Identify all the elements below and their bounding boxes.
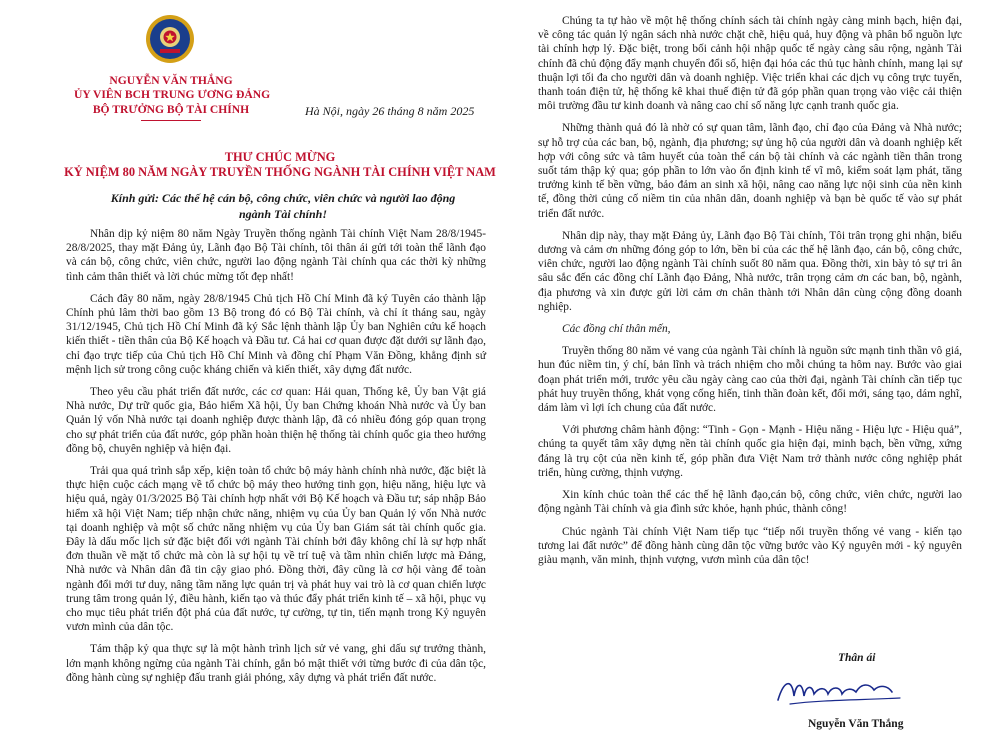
body-paragraph: Những thành quả đó là nhờ có sự quan tâm, lãnh đạo, chỉ đạo của Đảng và Nhà nước; sự hỗ trợ của các ban, bộ, ngành, địa phương; sự ủng hộ của người dân và doanh nghiệp kết hợp với công sức và tâm huyết của toàn thể cán bộ tài chính và các ngành tiền thân trong suốt tám thập kỷ qua; góp phần to lớn vào ổn định kinh tế vĩ mô, kiểm soát lạm phát, tăng trưởng kinh tế bền vững, bảo đảm an sinh xã hội, nâng cao năng lực nội sinh của nền kinh tế, đồng thời củng cố niềm tin của nhân dân, doanh nghiệp và bạn bè quốc tế vào sự phát triển đất nước. [538, 122, 962, 220]
body-paragraph: Truyền thống 80 năm vẻ vang của ngành Tài chính là nguồn sức mạnh tinh thần vô giá, hun đúc niềm tin, ý chí, bản lĩnh và trách nhiệm cho mỗi chúng ta hôm nay. Bước vào giai đoạn phát triển mới, trước yêu cầu ngày càng cao của thời đại, ngành Tài chính cần tiếp tục phát huy truyền thống, khát vọng cống hiến, tinh thần đoàn kết, đổi mới, sáng tạo, dám nghĩ, dám làm vì lợi ích chung của đất nước. [538, 345, 962, 415]
greeting [98, 191, 468, 222]
handwritten-signature-icon [770, 670, 910, 710]
ministry-of-finance-emblem-icon [145, 14, 195, 64]
body-paragraph: Xin kính chúc toàn thể các thế hệ lãnh đạo,cán bộ, công chức, viên chức, người lao động ngành Tài chính và gia đình sức khỏe, hạnh phúc, thành công! [538, 489, 962, 516]
sender-position-minister: BỘ TRƯỞNG BỘ TÀI CHÍNH [92, 102, 250, 116]
body-paragraph: Tám thập kỷ qua thực sự là một hành trình lịch sử vẻ vang, ghi dấu sự trưởng thành, lớn mạnh không ngừng của ngành Tài chính, gắn bó mật thiết với từng bước đi của dân tộc, đồng hành cùng sự nghiệp đấu tranh giải phóng, xây dựng và phát triển đất nước. [66, 643, 486, 684]
greeting-line-2: ngành Tài chính! [238, 206, 328, 221]
salutation: Các đồng chí thân mến, [562, 323, 671, 336]
sender-divider [141, 120, 201, 121]
body-paragraph: Trải qua quá trình sắp xếp, kiện toàn tổ chức bộ máy hành chính nhà nước, đặc biệt là thực hiện cuộc cách mạng về tổ chức bộ máy theo hướng tinh gọn, hiệu năng, hiệu lực và hiệu quả, ngày 01/3/2025 Bộ Tài chính hợp nhất với Bộ Kế hoạch và Đầu tư; sáp nhập Bảo hiểm xã hội Việt Nam; tiếp nhận chức năng, nhiệm vụ của Ủy ban Quản lý vốn Nhà nước tại doanh nghiệp và một số chức năng nhiệm vụ của Ủy ban Giám sát tài chính quốc gia. Đây là dấu mốc lịch sử đặc biệt đối với ngành Tài chính bởi đây không chỉ là sự hợp nhất đơn thuần về mặt tổ chức mà còn là sự hội tụ về trí tuệ và tầm nhìn chiến lược mà Đảng, Nhà nước và Nhân dân đã tin cậy giao phó. Đồng thời, đây cũng là cơ hội vàng để toàn ngành đổi mới tư duy, nâng tầm năng lực quản trị và phát huy vai trò là cơ quan chiến lược trung tâm trong quản lý, điều hành, kiến tạo và thúc đẩy phát triển kinh tế – xã hội, phục vụ cho mục tiêu phát triển đột phá của đất nước, tự cường, tự tin, tiến mạnh trong Kỷ nguyên vươn mình của dân tộc. [66, 465, 486, 634]
body-paragraph: Nhân dịp kỷ niệm 80 năm Ngày Truyền thống ngành Tài chính Việt Nam 28/8/1945-28/8/2025, thay mặt Đảng ủy, Lãnh đạo Bộ Tài chính, tôi thân ái gửi tới toàn thể lãnh đạo và cán bộ, công chức, viên chức, người lao động ngành Tài chính qua các thời kỳ những tình cảm thân thiết và lời chúc mừng tốt đẹp nhất! [66, 228, 486, 283]
body-paragraph: Theo yêu cầu phát triển đất nước, các cơ quan: Hải quan, Thống kê, Ủy ban Vật giá Nhà nước, Dự trữ quốc gia, Bảo hiểm Xã hội, Ủy ban Chứng khoán Nhà nước và Ủy ban Quản lý vốn Nhà nước tại doanh nghiệp được thành lập, đã có nhiều đóng góp quan trọng cho sự phát triển của đất nước, góp phần hoàn thiện hệ thống tài chính quốc gia theo hướng đồng bộ, chuyên nghiệp và hiện đại. [66, 386, 486, 455]
sender-position-party: ỦY VIÊN BCH TRUNG ƯƠNG ĐẢNG [74, 88, 271, 102]
right-column [538, 14, 962, 575]
signer-name: Nguyễn Văn Thắng [808, 718, 904, 730]
left-column [66, 227, 486, 693]
greeting-line-1: Kính gửi: Các thế hệ cán bộ, công chức, viên chức và người lao động [110, 191, 456, 205]
body-paragraph: Chúng ta tự hào về một hệ thống chính sách tài chính ngày càng minh bạch, hiện đại, về công tác quản lý ngân sách nhà nước chặt chẽ, hiệu quả, huy động và phân bổ nguồn lực tài chính hợp lý. Đặc biệt, trong bối cảnh hội nhập quốc tế ngày càng sâu rộng, ngành Tài chính đã chủ động đẩy mạnh chuyển đổi số, hiện đại hóa các thủ tục hành chính, mang lại sự thuận lợi tối đa cho người dân và doanh nghiệp. Việc triển khai các dịch vụ công trực tuyến, thanh toán điện tử, hệ thống kê khai thuế điện tử đã góp phần quan trọng vào việc cải thiện môi trường đầu tư kinh doanh và nâng cao chỉ số năng lực cạnh tranh quốc gia. [538, 15, 962, 113]
sender-name: NGUYỄN VĂN THẮNG [109, 74, 233, 87]
body-paragraph: Với phương châm hành động: “Tinh - Gọn - Mạnh - Hiệu năng - Hiệu lực - Hiệu quả”, chúng ta quyết tâm xây dựng nền tài chính quốc gia hiện đại, minh bạch, bền vững, xứng đáng là trụ cột của nền kinh tế, góp phần đưa Việt Nam trở thành nước công nghiệp phát triển, hùng cường, thịnh vượng. [538, 424, 962, 479]
title-line-2: KỶ NIỆM 80 NĂM NGÀY TRUYỀN THỐNG NGÀNH TÀI CHÍNH VIỆT NAM [64, 165, 496, 179]
closing: Thân ái [838, 652, 876, 664]
sender-block [74, 74, 271, 121]
letter-title [60, 150, 500, 180]
title-line-1: THƯ CHÚC MỪNG [224, 150, 336, 164]
body-paragraph: Nhân dịp này, thay mặt Đảng ủy, Lãnh đạo Bộ Tài chính, Tôi trân trọng ghi nhận, biểu dương và cảm ơn những đóng góp to lớn, bền bỉ của các thế hệ lãnh đạo, cán bộ, công chức, viên chức, người lao động ngành Tài chính suốt 80 năm qua. Đồng thời, xin bày tỏ sự tri ân sâu sắc đến các đồng chí Lãnh đạo Đảng, Nhà nước, trân trọng cảm ơn các ban, bộ, ngành, địa phương và xin được gửi lời cảm ơn chân thành tới Nhân dân cùng cộng đồng doanh nghiệp. [538, 229, 962, 313]
body-paragraph: Chúc ngành Tài chính Việt Nam tiếp tục “tiếp nối truyền thống vẻ vang - kiến tạo tương lai đất nước” để đồng hành cùng dân tộc vững bước vào Kỷ nguyên mới - kỷ nguyên giàu mạnh, văn minh, thịnh vượng, vươn mình của dân tộc! [538, 525, 962, 566]
body-paragraph: Cách đây 80 năm, ngày 28/8/1945 Chủ tịch Hồ Chí Minh đã ký Tuyên cáo thành lập Chính phủ lâm thời bao gồm 13 Bộ trong đó có Bộ Tài chính, và chỉ ít tháng sau, ngày 31/12/1945, Chủ tịch Hồ Chí Minh đã ký Sắc lệnh thành lập Ủy ban Nghiên cứu kế hoạch kiến thiết - tiền thân của Bộ Kế hoạch và Đầu tư. Cả hai cơ quan được đặt dưới sự lãnh đạo, chỉ đạo trực tiếp của Chủ tịch Hồ Chí Minh và đồng chí Phạm Văn Đồng, khẳng định sứ mệnh lịch sử trong công cuộc kháng chiến và kiến thiết, xây dựng đất nước. [66, 292, 486, 376]
date-line: Hà Nội, ngày 26 tháng 8 năm 2025 [305, 104, 475, 118]
